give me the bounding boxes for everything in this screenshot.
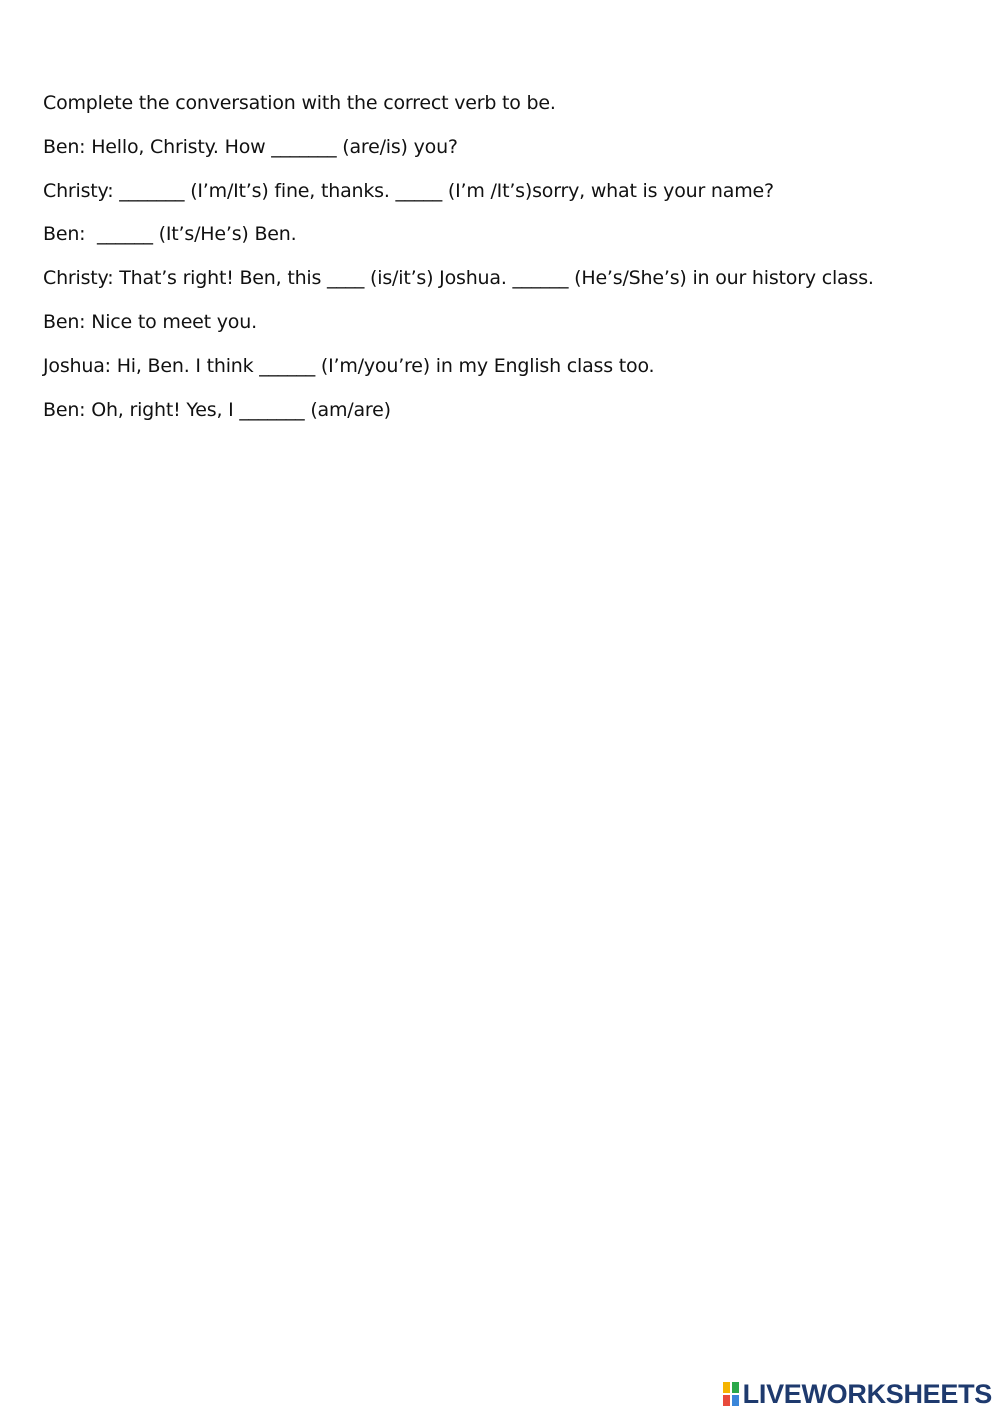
dialogue-line-7: Ben: Oh, right! Yes, I _______ (am/are): [43, 398, 391, 421]
dialogue-line-1: Ben: Hello, Christy. How _______ (are/is) you?: [43, 135, 458, 158]
dialogue-line-6: Joshua: Hi, Ben. I think ______ (I’m/you’re) in my English class too.: [43, 354, 655, 377]
logo-mark-cell: [723, 1395, 730, 1406]
logo-text: LIVEWORKSHEETS: [742, 1379, 992, 1409]
dialogue-line-3: Ben: ______ (It’s/He’s) Ben.: [43, 223, 297, 246]
dialogue-line-4: Christy: That’s right! Ben, this ____ (is/it’s) Joshua. ______ (He’s/She’s) in our history class.: [43, 267, 874, 290]
logo-mark-cell: [732, 1382, 739, 1393]
dialogue-line-2: Christy: _______ (I’m/It’s) fine, thanks. _____ (I’m /It’s)sorry, what is your name?: [43, 179, 774, 202]
liveworksheets-logo: [723, 1381, 992, 1407]
instruction-text: Complete the conversation with the correct verb to be.: [43, 92, 556, 114]
liveworksheets-logo-icon: [723, 1382, 739, 1406]
logo-mark-cell: [732, 1395, 739, 1406]
logo-mark-cell: [723, 1382, 730, 1393]
dialogue-line-5: Ben: Nice to meet you.: [43, 310, 257, 333]
worksheet-body: [43, 90, 973, 440]
